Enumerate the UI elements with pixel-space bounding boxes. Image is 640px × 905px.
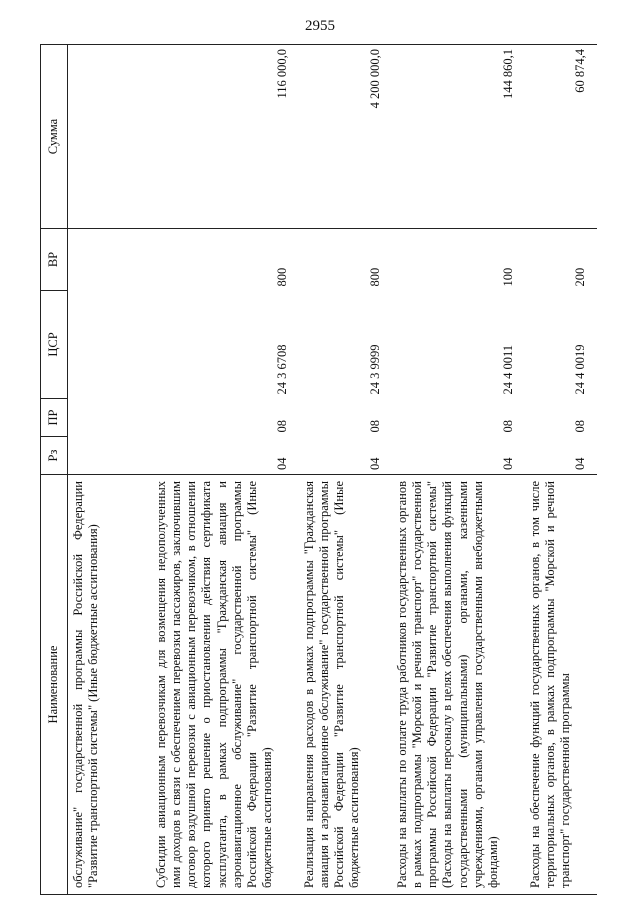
row-name: Реализация направления расходов в рамках подпрограммы "Гражданская авиация и аэронавигационное обслуживание" государственной программы Российской Федерации "Развитие транспортной системы" (Иные бюджетные ассигнования) — [299, 475, 392, 895]
row-rz: 04 — [501, 457, 516, 470]
table-row — [299, 45, 392, 895]
row-csr — [68, 291, 151, 399]
page-number: 2955 — [305, 18, 335, 34]
row-vr — [68, 229, 151, 291]
row-name: Субсидии авиационным перевозчикам для возмещения недополученных ими доходов в связи с обеспечением перевозки пассажиров, заключившим договор воздушной перевозки с авиационным перевозчиком, в отношении которого принято решение о приостановлении действия сертификата эксплуатанта, в рамках подпрограммы "Гражданская авиация и аэронавигационное обслуживание" государственной программы Российской Федерации "Развитие транспортной системы" (Иные бюджетные ассигнования) — [151, 475, 299, 895]
header-csr: ЦСР — [41, 291, 68, 399]
row-pr: 08 — [501, 420, 516, 433]
row-csr: 24 4 0019 — [573, 344, 588, 395]
row-pr: 08 — [275, 420, 290, 433]
row-vr: 200 — [573, 267, 588, 287]
rotated-table-container — [40, 45, 600, 895]
row-name: Расходы на обеспечение функций государственных органов, в том числе территориальных органов, в рамках подпрограммы "Морской и речной транспорт" государственной программы — [525, 475, 597, 895]
table-row — [68, 45, 151, 895]
row-pr: 08 — [368, 420, 383, 433]
row-rz: 04 — [275, 457, 290, 470]
row-csr: 24 3 6708 — [275, 344, 290, 395]
row-rz — [68, 437, 151, 475]
row-vr: 100 — [501, 267, 516, 287]
budget-table — [40, 44, 597, 895]
row-csr: 24 4 0011 — [501, 344, 516, 395]
table-row — [392, 45, 525, 895]
row-csr: 24 3 9999 — [368, 344, 383, 395]
row-vr: 800 — [275, 267, 290, 287]
row-sum: 116 000,0 — [151, 45, 299, 229]
header-rz: Рз — [41, 437, 68, 475]
table-row — [525, 45, 597, 895]
row-pr — [68, 399, 151, 437]
row-sum — [68, 45, 151, 229]
header-pr: ПР — [41, 399, 68, 437]
header-name: Наименование — [41, 475, 68, 895]
row-name: обслуживание" государственной программы Российской Федерации "Развитие транспортной системы" (Иные бюджетные ассигнования) — [68, 475, 151, 895]
row-sum: 60 874,4 — [525, 45, 597, 229]
row-rz: 04 — [368, 457, 383, 470]
row-sum: 4 200 000,0 — [299, 45, 392, 229]
row-name: Расходы на выплаты по оплате труда работников государственных органов в рамках подпрограммы "Морской и речной транспорт" государственной программы Российской Федерации "Развитие транспортной системы" (Расходы на выплаты персоналу в целях обеспечения выполнения функций государственными (муниципальными) органами, казенными учреждениями, органами управления государственными внебюджетными фондами) — [392, 475, 525, 895]
row-rz: 04 — [573, 457, 588, 470]
header-sum: Сумма — [41, 45, 68, 229]
table-row — [151, 45, 299, 895]
row-vr: 800 — [368, 267, 383, 287]
table-header-row — [41, 45, 68, 895]
row-pr: 08 — [573, 420, 588, 433]
row-sum: 144 860,1 — [392, 45, 525, 229]
header-vr: ВР — [41, 229, 68, 291]
